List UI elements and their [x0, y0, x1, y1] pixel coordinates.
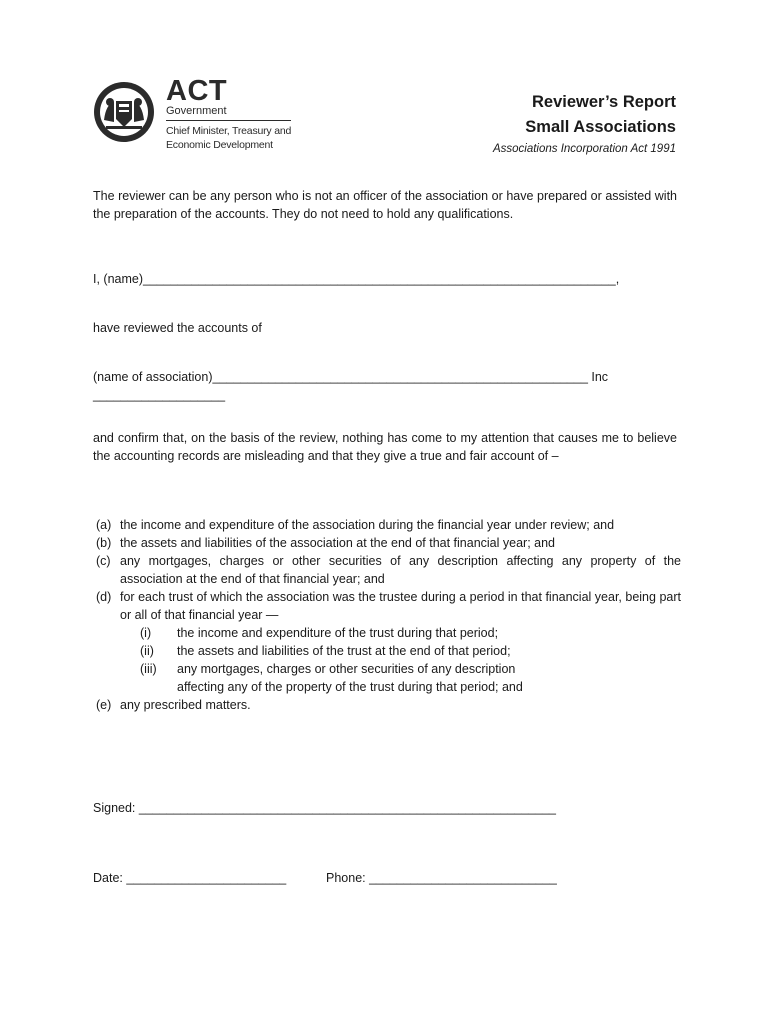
sub-list-item-label: (ii)	[140, 644, 154, 658]
list-item-text: the income and expenditure of the association during the financial year under review; and	[120, 518, 615, 532]
phone-field[interactable]: Phone: ___________________________	[326, 871, 557, 885]
logo-department-text	[166, 125, 291, 152]
reviewer-name-field[interactable]: I, (name)____________________________________________________________________,	[93, 272, 620, 286]
list-item-text: any prescribed matters.	[120, 698, 251, 712]
list-item-text: any mortgages, charges or other securities of any description affecting any property of the association at the end of that financial year; and	[120, 554, 681, 586]
sub-list-item	[96, 624, 681, 642]
reviewed-accounts-text: have reviewed the accounts of	[93, 321, 262, 335]
list-item-label: (a)	[96, 518, 112, 532]
list-item	[96, 552, 681, 588]
list-item	[96, 534, 681, 552]
list-item	[96, 516, 681, 534]
list-item	[96, 696, 681, 714]
sub-list-item-label: (i)	[140, 626, 152, 640]
document-title: Reviewer’s Report	[532, 93, 676, 111]
document-heading	[493, 90, 676, 158]
sub-list-item-text: any mortgages, charges or other securities of any description affecting any of the property of the trust during that period; and	[177, 662, 523, 694]
list-item-text: the assets and liabilities of the association at the end of that financial year; and	[120, 536, 555, 550]
intro-paragraph: The reviewer can be any person who is not an officer of the association or have prepared or assisted with the preparation of the accounts. They do not need to hold any qualifications.	[93, 189, 677, 221]
logo-divider	[166, 120, 291, 121]
account-items-list	[96, 516, 681, 714]
sub-list-item-text: the assets and liabilities of the trust at the end of that period;	[177, 644, 511, 658]
logo-department-line-1: Chief Minister, Treasury and	[166, 125, 292, 137]
logo-act-text: ACT	[166, 75, 228, 107]
association-name-field[interactable]: (name of association)______________________________________________________ Inc	[93, 370, 609, 384]
list-item-label: (c)	[96, 554, 111, 568]
logo-department-line-2: Economic Development	[166, 138, 273, 151]
document-subtitle: Small Associations	[525, 118, 676, 136]
sub-list-item-text: the income and expenditure of the trust during that period;	[177, 626, 499, 640]
list-item-label: (b)	[96, 536, 112, 550]
sub-list-item	[96, 642, 681, 660]
act-coat-of-arms-icon	[92, 80, 156, 144]
association-name-field-continued[interactable]: ___________________	[93, 388, 226, 402]
list-item-label: (d)	[96, 590, 112, 604]
logo-government-text: Government	[166, 105, 227, 117]
date-field[interactable]: Date: _______________________	[93, 871, 287, 885]
confirmation-paragraph: and confirm that, on the basis of the review, nothing has come to my attention that causes me to believe the accounting records are misleading and that they give a true and fair account of –	[93, 431, 677, 463]
legislation-reference: Associations Incorporation Act 1991	[492, 143, 676, 155]
list-item	[96, 588, 681, 624]
act-government-logo	[92, 75, 302, 158]
sub-list-item-label: (iii)	[140, 662, 157, 676]
signature-field[interactable]: Signed: ____________________________________________________________	[93, 801, 556, 815]
sub-list-item	[96, 660, 681, 696]
list-item-label: (e)	[96, 698, 112, 712]
list-item-text: for each trust of which the association was the trustee during a period in that financial year, being part or all of that financial year —	[120, 590, 681, 622]
